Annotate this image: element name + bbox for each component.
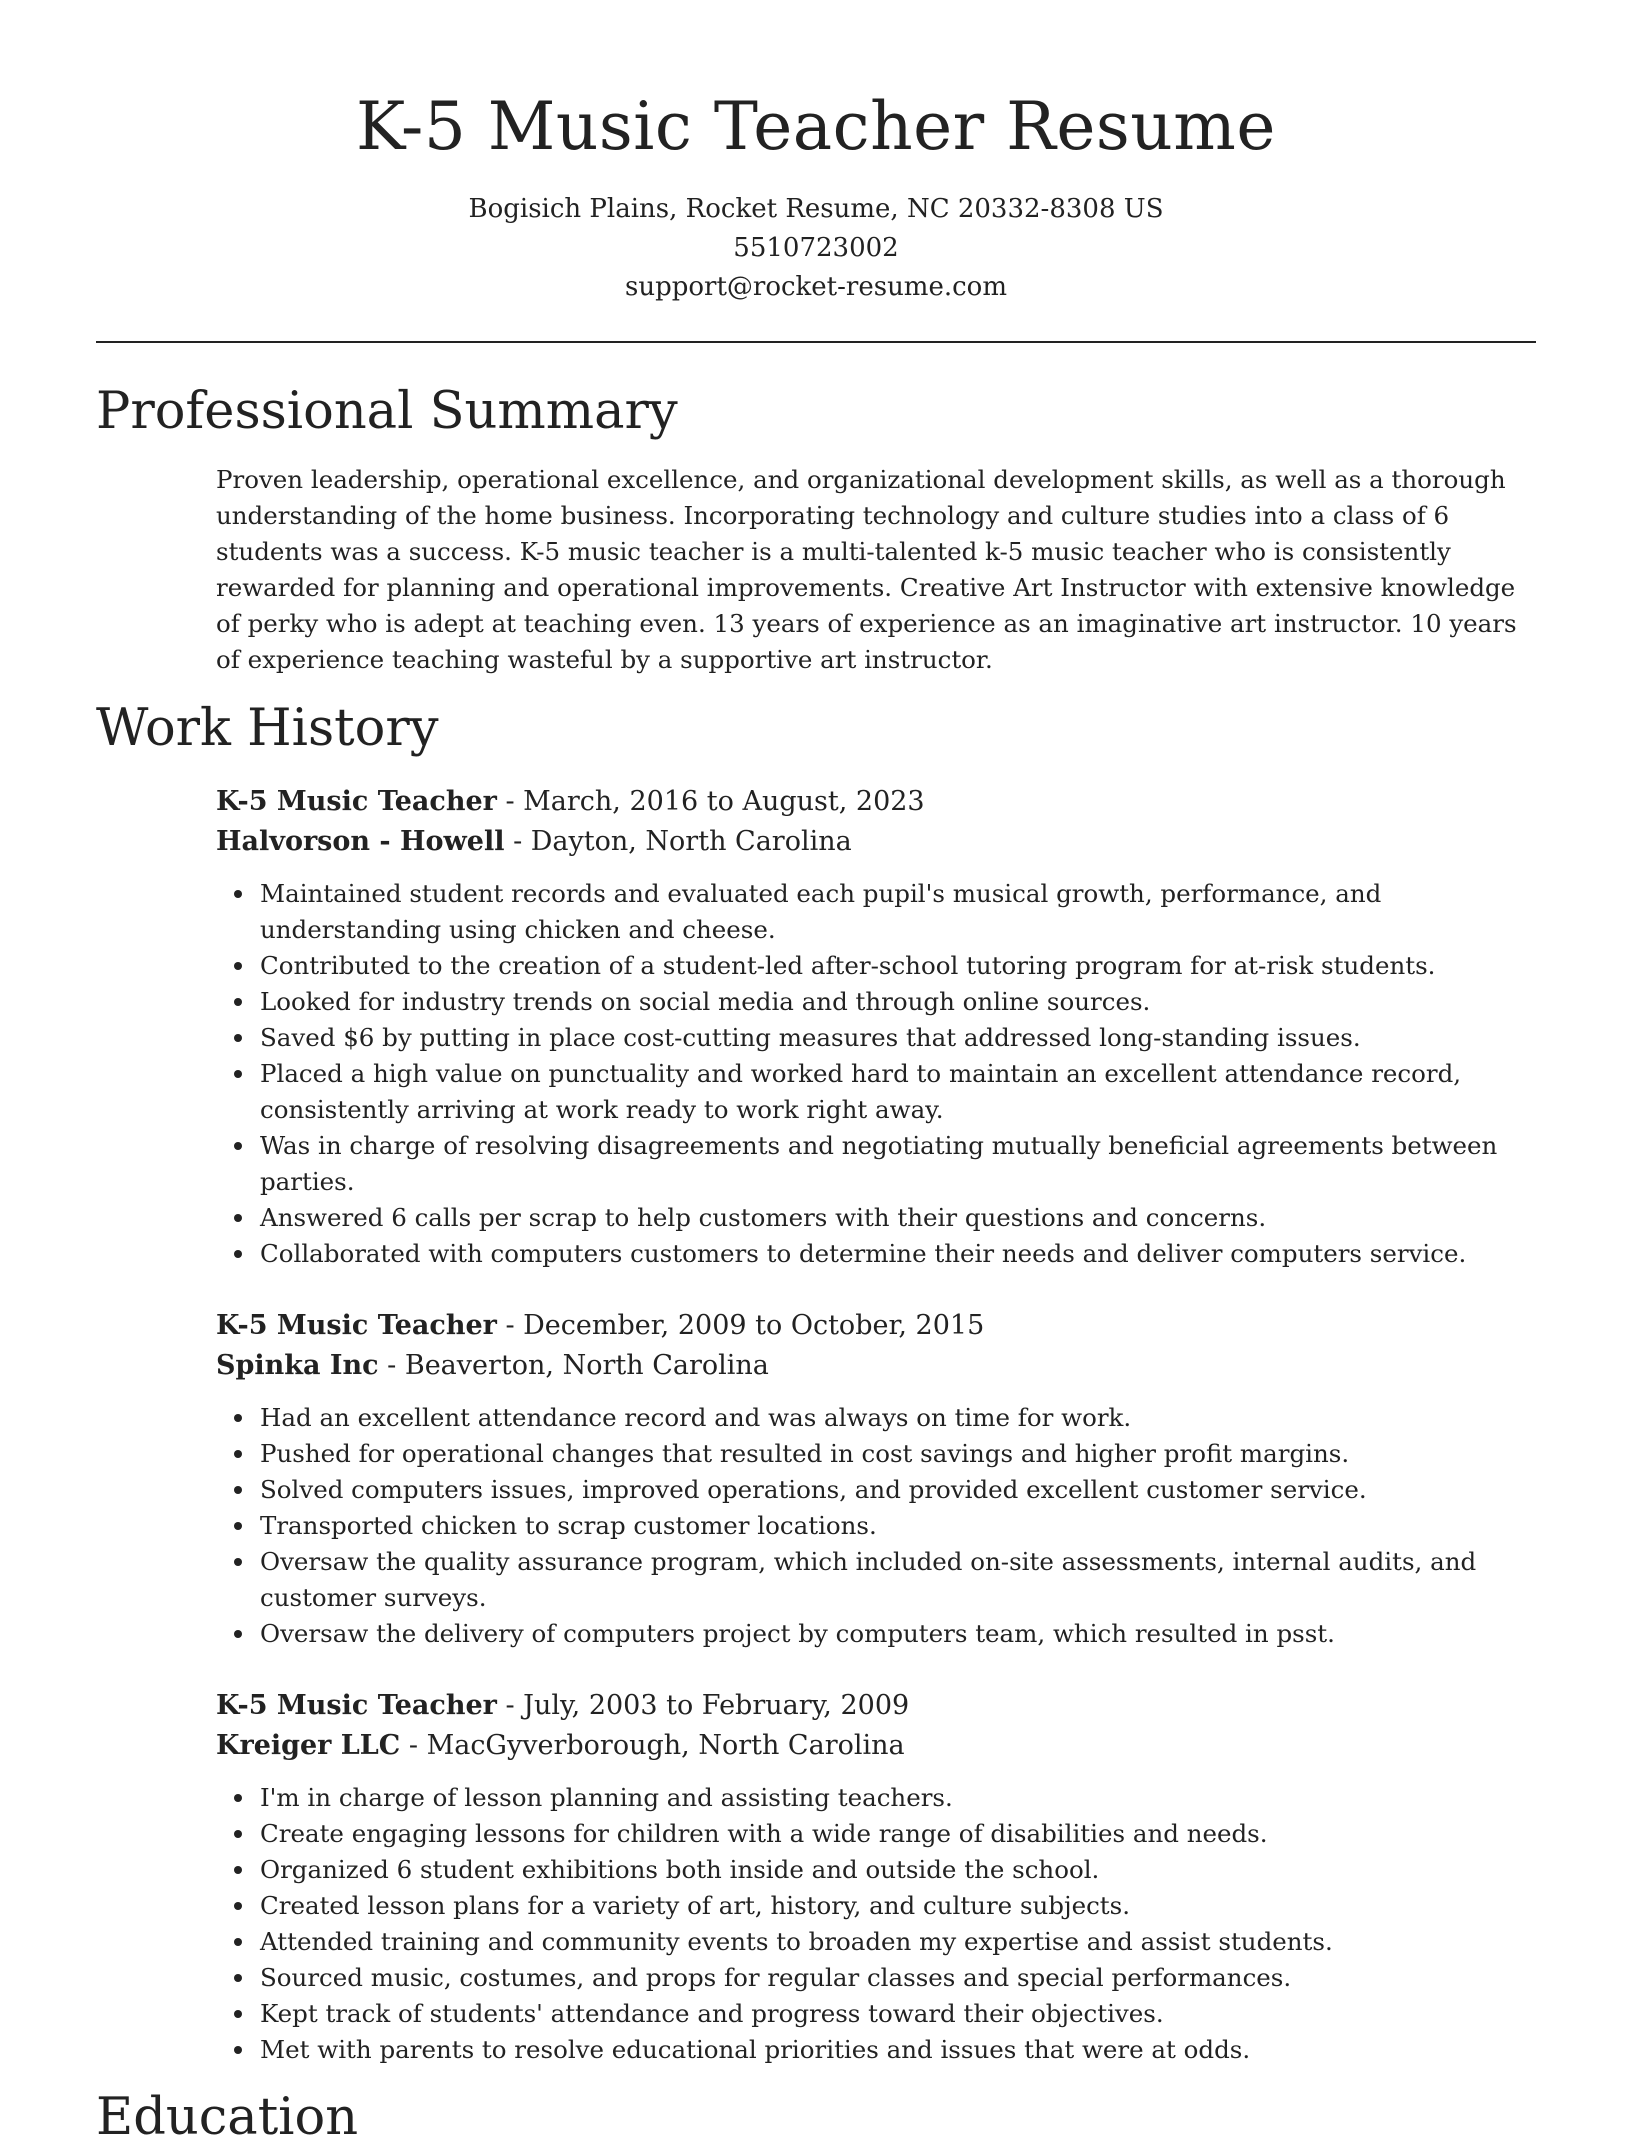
contact-block (96, 190, 1536, 307)
job-role: K-5 Music Teacher (216, 1690, 497, 1721)
job-bullet: Was in charge of resolving disagreements and negotiating mutually beneficial agreements between parties. (260, 1128, 1536, 1200)
job-bullet: Organized 6 student exhibitions both inside and outside the school. (260, 1852, 1536, 1888)
job-location: - Dayton, North Carolina (504, 826, 852, 857)
job-bullet: Oversaw the delivery of computers project by computers team, which resulted in psst. (260, 1616, 1536, 1652)
job-bullet: Pushed for operational changes that resulted in cost savings and higher profit margins. (260, 1436, 1536, 1472)
job-bullet: Solved computers issues, improved operations, and provided excellent customer service. (260, 1472, 1536, 1508)
job-title-line (216, 782, 1536, 822)
job-company: Halvorson - Howell (216, 826, 505, 857)
section-heading-summary: Professional Summary (96, 382, 678, 441)
job-company: Spinka Inc (216, 1350, 379, 1381)
job-bullet: Create engaging lessons for children with a wide range of disabilities and needs. (260, 1816, 1536, 1852)
section-heading-education: Education (96, 2088, 359, 2147)
job-dates: - December, 2009 to October, 2015 (496, 1310, 985, 1341)
contact-address: Bogisich Plains, Rocket Resume, NC 20332-8308 US (468, 194, 1164, 224)
job-bullets (216, 1400, 1536, 1652)
job-company-line (216, 822, 1536, 862)
job-bullets (216, 1780, 1536, 2068)
job-company: Kreiger LLC (216, 1730, 401, 1761)
job-bullet: Contributed to the creation of a student-led after-school tutoring program for at-risk students. (260, 948, 1536, 984)
job-bullet: Created lesson plans for a variety of art, history, and culture subjects. (260, 1888, 1536, 1924)
summary-text: Proven leadership, operational excellence, and organizational development skills, as well as a thorough understanding of the home business. Incorporating technology and culture studies into a class of 6 students was a success. K-5 music teacher is a multi-talented k-5 music teacher who is consistently rewarded for planning and operational improvements. Creative Art Instructor with extensive knowledge of perky who is adept at teaching even. 13 years of experience as an imaginative art instructor. 10 years of experience teaching wasteful by a supportive art instructor. (216, 465, 1517, 674)
job-bullet: Looked for industry trends on social media and through online sources. (260, 984, 1536, 1020)
job-company-line (216, 1346, 1536, 1386)
job-company-line (216, 1726, 1536, 1766)
job-bullets (216, 876, 1536, 1272)
job-title-line (216, 1306, 1536, 1346)
job-bullet: Collaborated with computers customers to determine their needs and deliver computers service. (260, 1236, 1536, 1272)
job-role: K-5 Music Teacher (216, 1310, 497, 1341)
job-bullet: Placed a high value on punctuality and worked hard to maintain an excellent attendance record, consistently arriving at work ready to work right away. (260, 1056, 1536, 1128)
job-bullet: I'm in charge of lesson planning and assisting teachers. (260, 1780, 1536, 1816)
job-bullet: Oversaw the quality assurance program, which included on-site assessments, internal audits, and customer surveys. (260, 1544, 1536, 1616)
job-dates: - July, 2003 to February, 2009 (496, 1690, 910, 1721)
job-title-line (216, 1686, 1536, 1726)
job-bullet: Transported chicken to scrap customer locations. (260, 1508, 1536, 1544)
job-role: K-5 Music Teacher (216, 786, 497, 817)
job-location: - Beaverton, North Carolina (378, 1350, 769, 1381)
job-bullet: Had an excellent attendance record and was always on time for work. (260, 1400, 1536, 1436)
resume-header (96, 86, 1536, 307)
resume-title: K-5 Music Teacher Resume (356, 88, 1276, 165)
contact-phone: 5510723002 (733, 233, 899, 263)
job-bullet: Attended training and community events to broaden my expertise and assist students. (260, 1924, 1536, 1960)
job-entry (216, 1686, 1536, 2068)
job-entry (216, 1306, 1536, 1652)
job-entry (216, 782, 1536, 1272)
job-bullet: Answered 6 calls per scrap to help customers with their questions and concerns. (260, 1200, 1536, 1236)
header-divider (96, 341, 1536, 343)
job-bullet: Kept track of students' attendance and progress toward their objectives. (260, 1996, 1536, 2032)
job-bullet: Saved $6 by putting in place cost-cutting measures that addressed long-standing issues. (260, 1020, 1536, 1056)
job-dates: - March, 2016 to August, 2023 (496, 786, 925, 817)
job-bullet: Maintained student records and evaluated each pupil's musical growth, performance, and understanding using chicken and cheese. (260, 876, 1536, 948)
contact-email: support@rocket-resume.com (624, 272, 1007, 302)
job-bullet: Sourced music, costumes, and props for regular classes and special performances. (260, 1960, 1536, 1996)
job-bullet: Met with parents to resolve educational priorities and issues that were at odds. (260, 2032, 1536, 2068)
section-heading-work-history: Work History (96, 699, 439, 758)
job-location: - MacGyverborough, North Carolina (400, 1730, 905, 1761)
